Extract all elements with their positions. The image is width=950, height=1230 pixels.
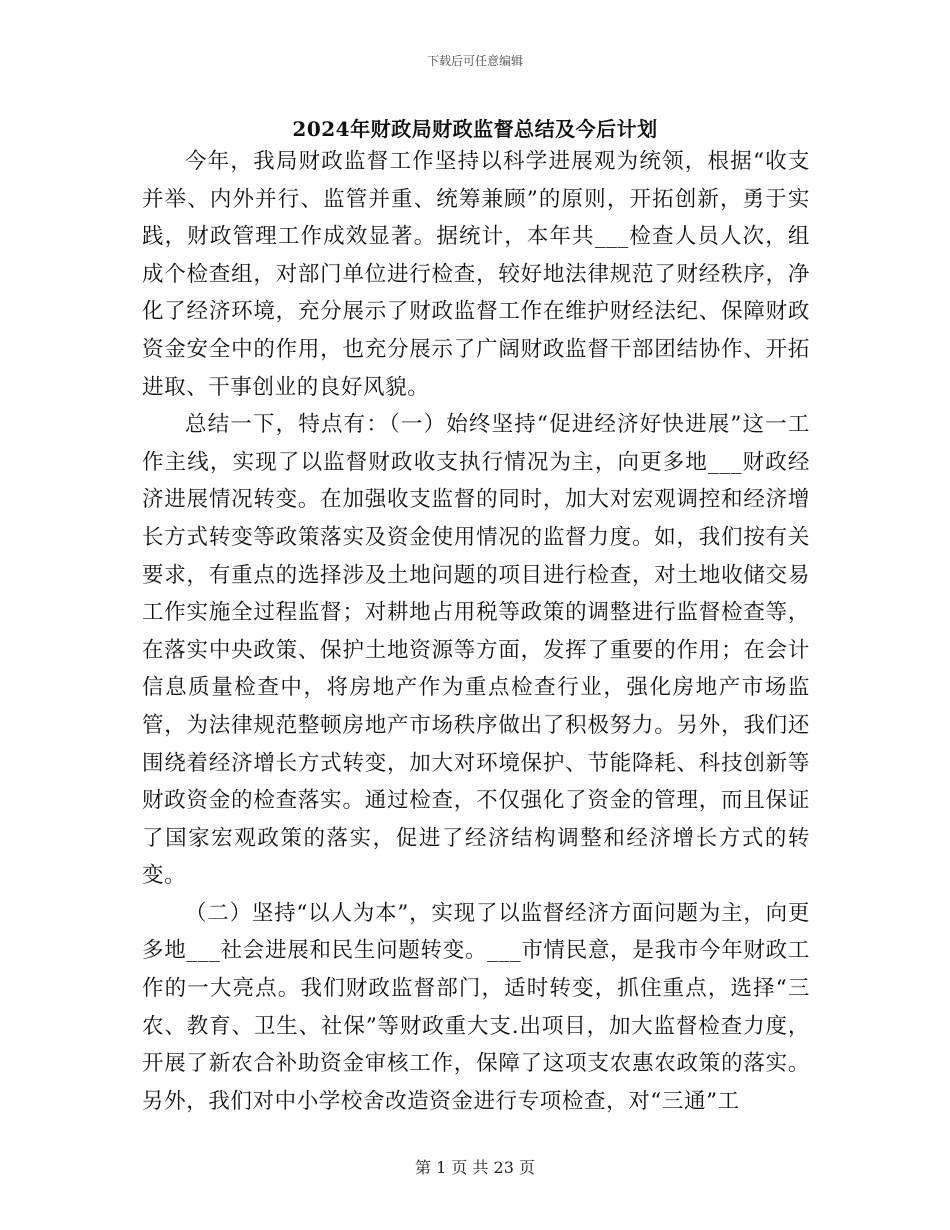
paragraph: （二）坚持“以人为本”，实现了以监督经济方面问题为主，向更多地___社会进展和民生问题转变。___市情民意，是我市今年财政工作的一大亮点。我们财政监督部门，适时转变，抓住重点，选择“三农、教育、卫生、社保”等财政重大支.出项目，加大监督检查力度，开展了新农合补助资金审核工作，保障了这项支农惠农政策的落实。另外，我们对中小学校舍改造资金进行专项检查，对“三通”工 [142,900,810,1114]
document-body [142,143,810,1120]
header-note: 下载后可任意编辑 [426,54,523,68]
page-number: 第 1 页 共 23 页 [415,1158,535,1177]
document-title: 2024年财政局财政监督总结及今后计划 [292,117,658,141]
paragraph: 今年，我局财政监督工作坚持以科学进展观为统领，根据“收支并举、内外并行、监管并重、统筹兼顾”的原则，开拓创新，勇于实践，财政管理工作成效显著。据统计，本年共___检查人员人次，组成个检查组，对部门单位进行检查，较好地法律规范了财经秩序，净化了经济环境，充分展示了财政监督工作在维护财经法纪、保障财政资金安全中的作用，也充分展示了广阔财政监督干部团结协作、开拓进取、干事创业的良好风貌。 [142,149,810,400]
paragraph: 总结一下，特点有：（一）始终坚持“促进经济好快进展”这一工作主线，实现了以监督财政收支执行情况为主，向更多地___财政经济进展情况转变。在加强收支监督的同时，加大对宏观调控和经济增长方式转变等政策落实及资金使用情况的监督力度。如，我们按有关要求，有重点的选择涉及土地问题的项目进行检查，对土地收储交易工作实施全过程监督；对耕地占用税等政策的调整进行监督检查等，在落实中央政策、保护土地资源等方面，发挥了重要的作用；在会计信息质量检查中，将房地产作为重点检查行业，强化房地产市场监管，为法律规范整顿房地产市场秩序做出了积极努力。另外，我们还围绕着经济增长方式转变，加大对环境保护、节能降耗、科技创新等财政资金的检查落实。通过检查，不仅强化了资金的管理，而且保证了国家宏观政策的落实，促进了经济结构调整和经济增长方式的转变。 [142,412,810,889]
